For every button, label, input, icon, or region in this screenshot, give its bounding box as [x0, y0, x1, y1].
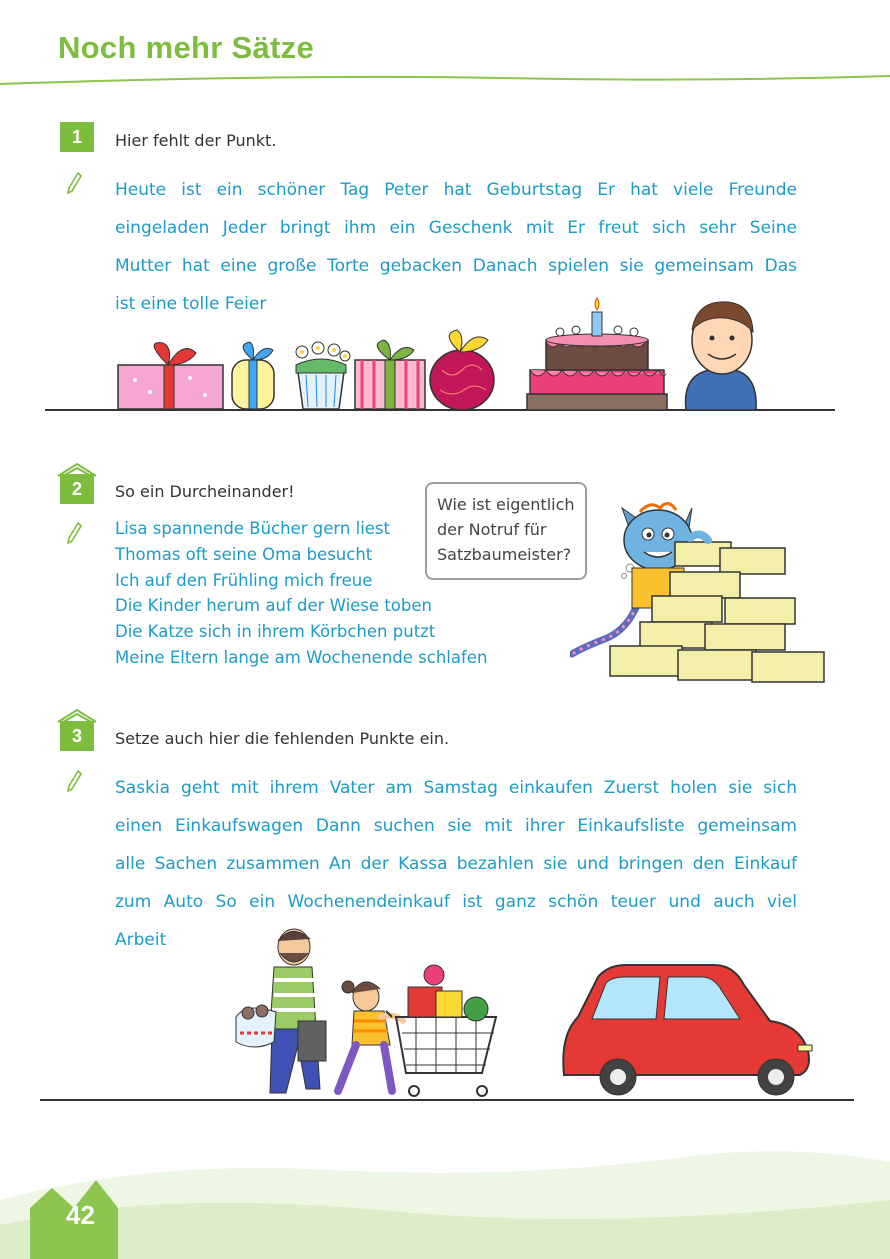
pencil-icon	[66, 522, 82, 544]
task-number-badge: 2	[60, 474, 94, 504]
monster-bricks-illustration	[570, 490, 830, 690]
pencil-icon	[66, 770, 82, 792]
text-line: Mutter hat eine große Torte gebacken Danach spielen sie gemeinsam Das	[115, 256, 797, 276]
list-item: Lisa spannende Bücher gern liest	[115, 519, 390, 538]
list-item: Die Katze sich in ihrem Körbchen putzt	[115, 622, 436, 642]
text-line: Heute ist ein schöner Tag Peter hat Geburtstag Er hat viele Freunde	[115, 180, 797, 200]
gift-icon	[430, 330, 494, 410]
footer-hills	[0, 1140, 890, 1259]
gift-icon	[232, 342, 274, 409]
text-line: einen Einkaufswagen Dann suchen sie mit ihrer Einkaufsliste gemeinsam	[115, 816, 797, 836]
text-line: Saskia geht mit ihrem Vater am Samstag einkaufen Zuerst holen sie sich	[115, 778, 797, 798]
speech-bubble	[425, 482, 587, 580]
page-title: Noch mehr Sätze	[58, 30, 315, 65]
list-item: Ich auf den Frühling mich freue	[115, 570, 373, 590]
birthday-cake-icon	[527, 298, 667, 410]
speech-bubble-line: der Notruf für	[437, 520, 547, 539]
birthday-illustration	[40, 290, 840, 420]
task-number-badge: 1	[60, 122, 94, 152]
text-line: eingeladen Jeder bringt ihm ein Geschenk mit Er freut sich sehr Seine	[115, 218, 797, 238]
list-item: Thomas oft seine Oma besucht	[115, 544, 373, 564]
text-line: ist eine tolle Feier	[115, 294, 267, 314]
speech-bubble-line: Wie ist eigentlich	[437, 495, 575, 514]
pencil-icon	[66, 172, 82, 194]
list-item: Die Kinder herum auf der Wiese toben	[115, 596, 432, 616]
gift-icon	[355, 340, 425, 409]
shopping-cart-icon	[386, 965, 496, 1096]
text-line: Arbeit	[115, 930, 167, 950]
boy-illustration	[686, 302, 757, 410]
text-line: alle Sachen zusammen An der Kassa bezahlen sie und bringen den Einkauf	[115, 854, 797, 874]
task-instruction: Hier fehlt der Punkt.	[115, 131, 277, 150]
shopping-illustration	[36, 925, 856, 1110]
father-illustration	[236, 929, 326, 1093]
girl-illustration	[338, 981, 403, 1091]
task-number-badge: 3	[60, 721, 94, 751]
car-icon	[563, 965, 812, 1095]
gift-icon	[118, 343, 223, 409]
task-instruction: So ein Durcheinander!	[115, 482, 295, 501]
list-item: Meine Eltern lange am Wochenende schlafen	[115, 647, 488, 667]
speech-bubble-line: Satzbaumeister?	[437, 545, 572, 564]
text-line: zum Auto So ein Wochenendeinkauf ist ganz schön teuer und auch viel	[115, 892, 797, 912]
header-divider	[0, 0, 890, 100]
flower-pot-icon	[296, 342, 350, 409]
page-number: 42	[66, 1200, 95, 1230]
task-instruction: Setze auch hier die fehlenden Punkte ein.	[115, 729, 450, 748]
